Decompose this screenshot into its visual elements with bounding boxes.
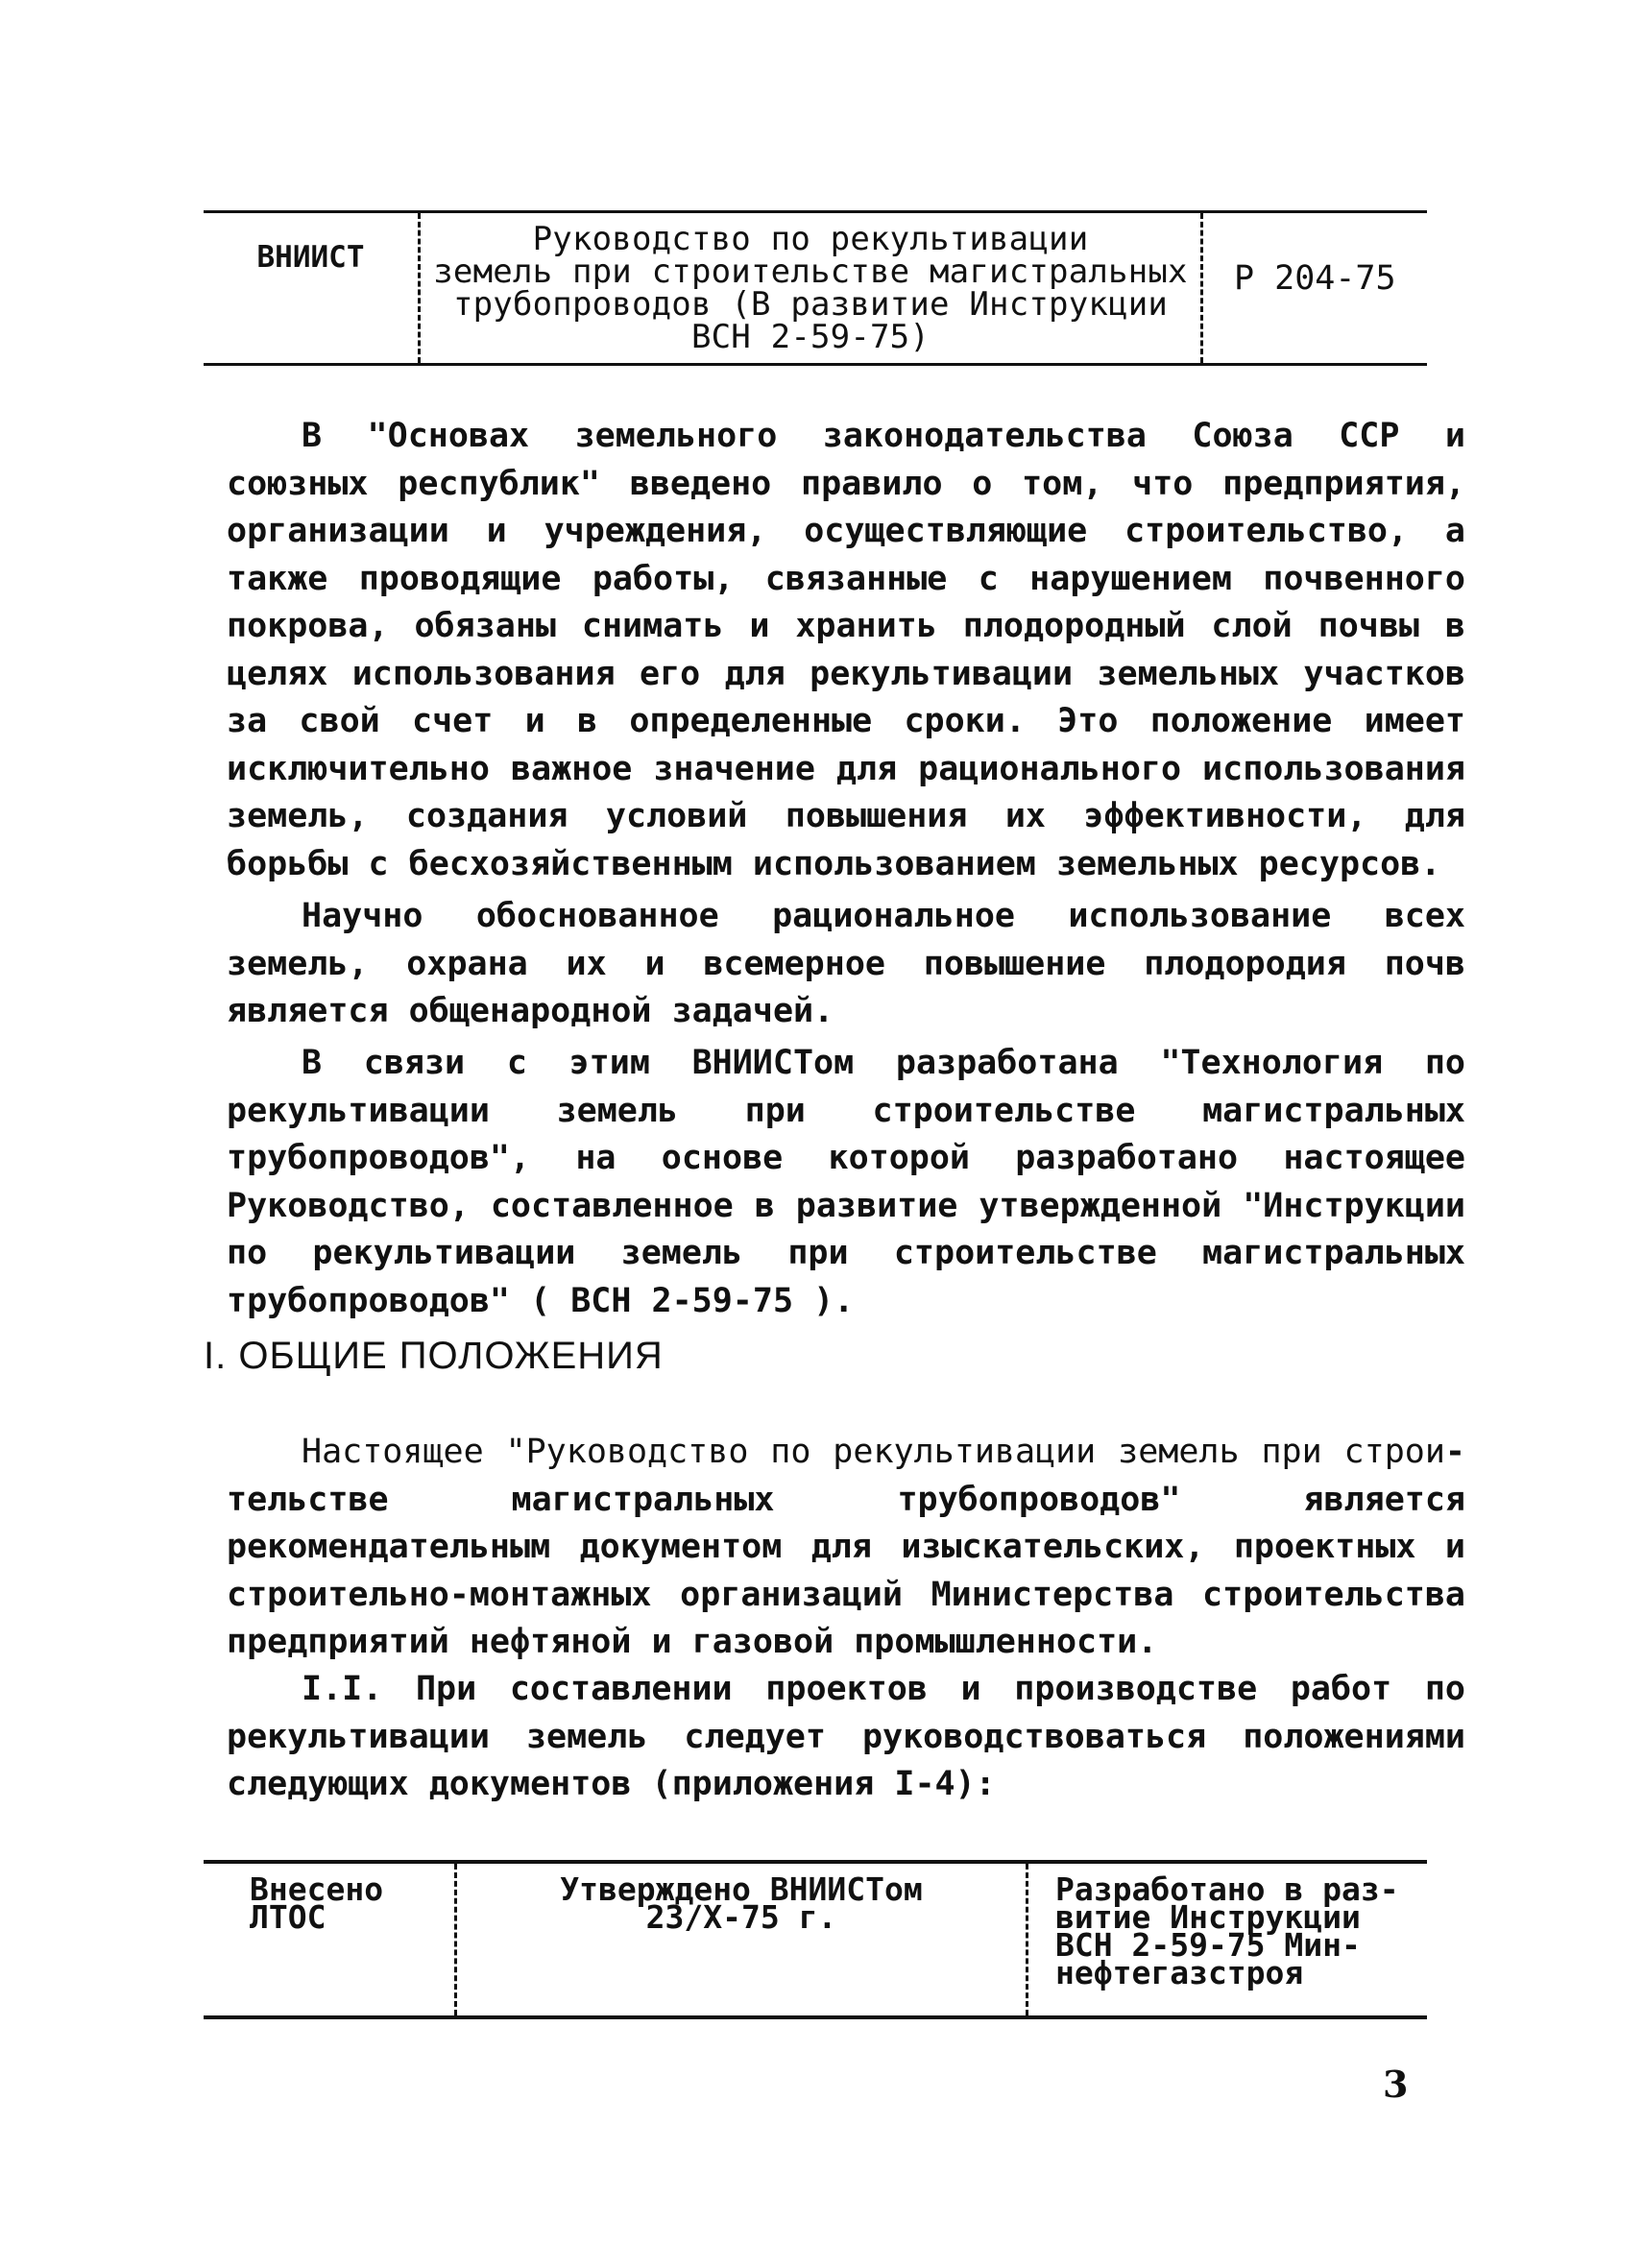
footer-developed: Разработано в раз- витие Инструкции ВСН 2-59-75 Мин- нефтегазстроя bbox=[1026, 1864, 1427, 2015]
intro-paragraph-1: В "Основах земельного законодательства Союза ССР и союзных республик" введено правило о том, что предприятия, организации и учреждения, осуществляющие строительство, а также проводящие работы, связанные с нарушением почвенного покрова, обязаны снимать и хранить плодородный слой почвы в целях использования его для рекультивации земельных участков за свой счет и в определенные сроки. Это положение имеет исключительно важное значение для рационального использования земель, создания условий повышения их эффективности, для борьбы с бесхозяйственным использованием земельных ресурсов. bbox=[227, 417, 1465, 883]
section-paragraph-2: I.I. При составлении проектов и производстве работ по рекультивации земель следует руководствоваться положениями следующих документов (приложения I-4): bbox=[227, 1670, 1465, 1803]
header-title-line: трубопроводов (В развитие Инструкции bbox=[452, 285, 1169, 324]
footer-approved: Утверждено ВНИИСТом 23/Х-75 г. bbox=[560, 1870, 923, 1936]
intro-paragraph-3: В связи с этим ВНИИСТом разработана "Технология по рекультивации земель при строительстве магистральных трубопроводов", на основе которой разработано настоящее Руководство, составленное в развитие утвержденной "Инструкции по рекультивации земель при строительстве магистральных трубопроводов" ( ВСН 2-59-75 ). bbox=[227, 1044, 1465, 1320]
footer-submitted: Внесено ЛТОС bbox=[204, 1864, 457, 2015]
intro-paragraph-2: Научно обоснованное рациональное использование всех земель, охрана их и всемерное повышение плодородия почв является общенародной задачей. bbox=[227, 897, 1465, 1030]
header-code: Р 204-75 bbox=[1200, 213, 1427, 363]
header-title bbox=[421, 213, 1200, 363]
page-number: 3 bbox=[1383, 2063, 1409, 2106]
section-heading: I. ОБЩИЕ ПОЛОЖЕНИЯ bbox=[204, 1335, 664, 1377]
header-title-line: земель при строительстве магистральных bbox=[433, 253, 1188, 291]
footer-table bbox=[204, 1860, 1427, 2019]
header-title-line: ВСН 2-59-75) bbox=[690, 318, 931, 356]
header-org: ВНИИСТ bbox=[204, 213, 421, 363]
header-table bbox=[204, 210, 1427, 366]
header-title-line: Руководство по рекультивации bbox=[532, 220, 1089, 258]
section-paragraph-1: Настоящее "Руководство по рекультивации земель при строи-тельстве магистральных трубопроводов" является рекомендательным документом для изыскательских, проектных и строительно-монтажных организаций Министерства строительства предприятий нефтяной и газовой промышленности. bbox=[227, 1433, 1465, 1661]
